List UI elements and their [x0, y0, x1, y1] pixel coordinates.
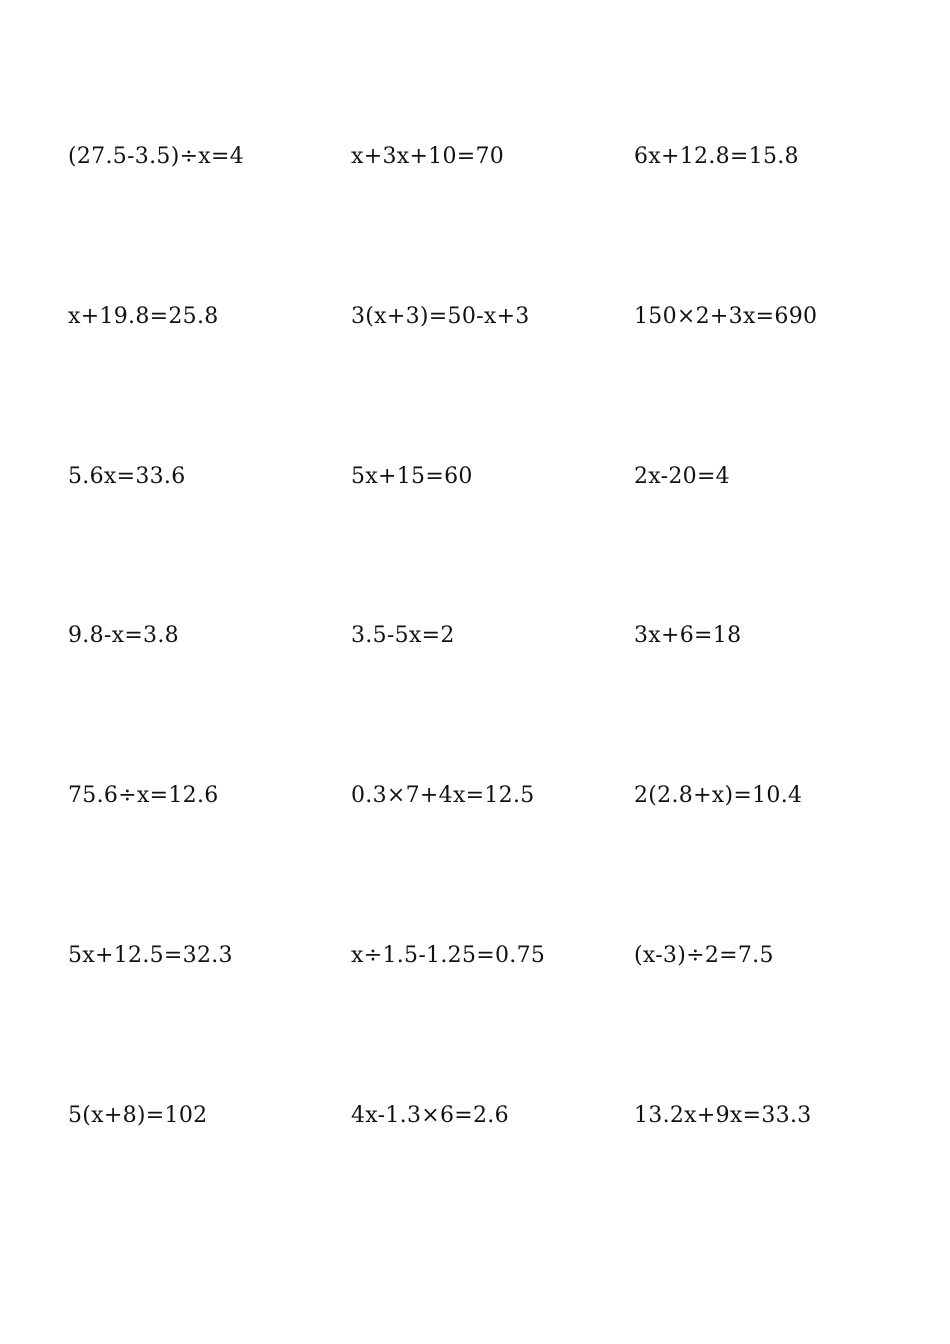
equation: x÷1.5-1.25=0.75	[351, 942, 546, 968]
equation: 75.6÷x=12.6	[68, 783, 219, 809]
equation: 6x+12.8=15.8	[634, 144, 799, 169]
equation: 5.6x=33.6	[68, 463, 186, 489]
equation: (27.5-3.5)÷x=4	[68, 144, 245, 169]
equation: 2x-20=4	[634, 463, 730, 489]
equation: x+3x+10=70	[351, 144, 505, 169]
equation: 5x+15=60	[351, 463, 473, 489]
equation: 4x-1.3×6=2.6	[351, 1102, 509, 1128]
equation-grid	[68, 140, 884, 1259]
equation: x+19.8=25.8	[68, 303, 219, 329]
equation: 5(x+8)=102	[68, 1102, 208, 1128]
equation: 3x+6=18	[634, 623, 742, 649]
equation: 9.8-x=3.8	[68, 623, 179, 649]
equation: 0.3×7+4x=12.5	[351, 783, 535, 809]
equation: 3.5-5x=2	[351, 623, 455, 649]
equation: 5x+12.5=32.3	[68, 942, 233, 968]
equation: 150×2+3x=690	[634, 303, 818, 329]
equation: (x-3)÷2=7.5	[634, 942, 774, 968]
equation: 3(x+3)=50-x+3	[351, 303, 530, 329]
equation: 13.2x+9x=33.3	[634, 1102, 812, 1128]
equation: 2(2.8+x)=10.4	[634, 783, 803, 809]
